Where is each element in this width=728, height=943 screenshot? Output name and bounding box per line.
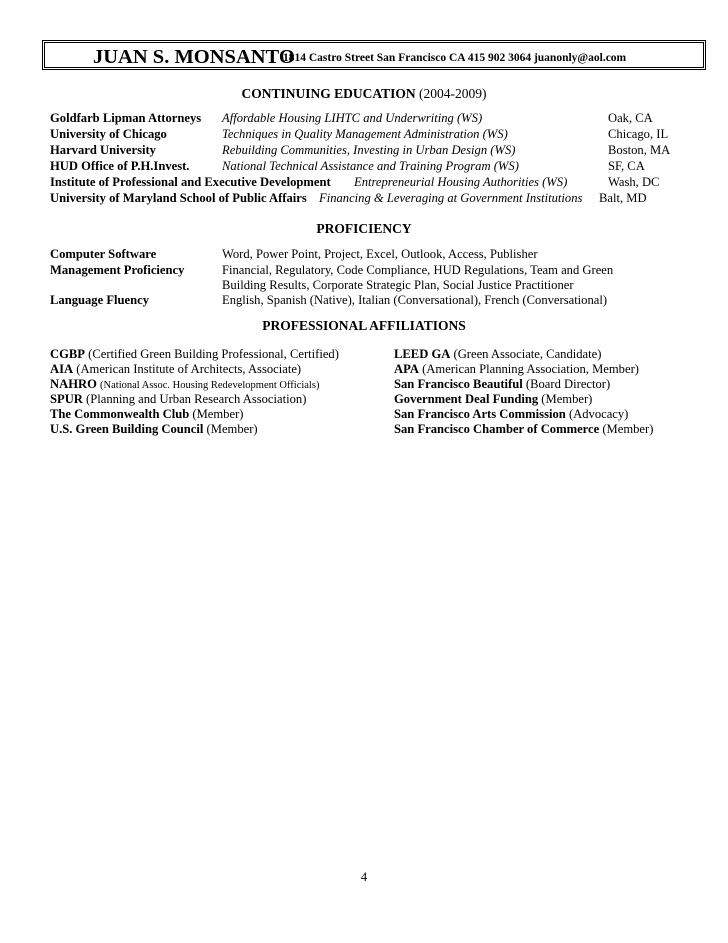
affiliation-item: Government Deal Funding (Member): [394, 392, 593, 406]
education-location: Balt, MD: [599, 191, 647, 205]
education-course: Entrepreneurial Housing Authorities (WS): [354, 175, 568, 189]
proficiency-value: Building Results, Corporate Strategic Plan, Social Justice Practitioner: [222, 278, 574, 292]
proficiency-heading: PROFICIENCY: [316, 221, 412, 236]
affiliation-item: San Francisco Beautiful (Board Director): [394, 377, 611, 391]
education-course: National Technical Assistance and Training Program (WS): [222, 159, 519, 173]
affiliation-item: SPUR (Planning and Urban Research Association): [50, 392, 307, 406]
education-location: Boston, MA: [608, 143, 671, 157]
affiliations-heading: PROFESSIONAL AFFILIATIONS: [262, 318, 466, 333]
education-institution: University of Chicago: [50, 127, 167, 141]
header-box: [42, 40, 706, 70]
contact-info: 1814 Castro Street San Francisco CA 415 902 3064 juanonly@aol.com: [283, 52, 627, 64]
affiliation-item: APA (American Planning Association, Member): [394, 362, 639, 376]
affiliation-item: NAHRO (National Assoc. Housing Redevelopment Officials): [50, 377, 320, 391]
education-course: Financing & Leveraging at Government Institutions: [319, 191, 583, 205]
education-institution: Institute of Professional and Executive Development: [50, 175, 331, 189]
education-location: Chicago, IL: [608, 127, 669, 141]
affiliation-item: San Francisco Arts Commission (Advocacy): [394, 407, 629, 421]
education-institution: HUD Office of P.H.Invest.: [50, 159, 190, 173]
proficiency-label: Language Fluency: [50, 293, 150, 307]
affiliation-item: AIA (American Institute of Architects, Associate): [50, 362, 302, 376]
education-course: Rebuilding Communities, Investing in Urban Design (WS): [222, 143, 516, 157]
education-location: Wash, DC: [608, 175, 660, 189]
education-institution: University of Maryland School of Public Affairs: [50, 191, 307, 205]
affiliation-item: San Francisco Chamber of Commerce (Member): [394, 422, 654, 436]
proficiency-label: Computer Software: [50, 247, 157, 261]
education-location: Oak, CA: [608, 111, 653, 125]
affiliation-item: U.S. Green Building Council (Member): [50, 422, 258, 436]
proficiency-label: Management Proficiency: [50, 263, 185, 277]
proficiency-value: Word, Power Point, Project, Excel, Outlook, Access, Publisher: [222, 247, 538, 261]
affiliation-item: The Commonwealth Club (Member): [50, 407, 244, 421]
education-course: Affordable Housing LIHTC and Underwriting (WS): [222, 111, 483, 125]
proficiency-value: English, Spanish (Native), Italian (Conversational), French (Conversational): [222, 293, 608, 307]
education-institution: Harvard University: [50, 143, 156, 157]
resume-name: JUAN S. MONSANTO: [93, 46, 295, 68]
education-course: Techniques in Quality Management Administration (WS): [222, 127, 508, 141]
affiliation-item: LEED GA (Green Associate, Candidate): [394, 347, 602, 361]
proficiency-value: Financial, Regulatory, Code Compliance, HUD Regulations, Team and Green: [222, 263, 614, 277]
education-institution: Goldfarb Lipman Attorneys: [50, 111, 202, 125]
continuing-education-heading: CONTINUING EDUCATION (2004-2009): [241, 86, 487, 101]
affiliation-item: CGBP (Certified Green Building Professional, Certified): [50, 347, 339, 361]
page-number: 4: [360, 870, 368, 884]
education-years: (2004-2009): [419, 86, 487, 101]
education-location: SF, CA: [608, 159, 645, 173]
